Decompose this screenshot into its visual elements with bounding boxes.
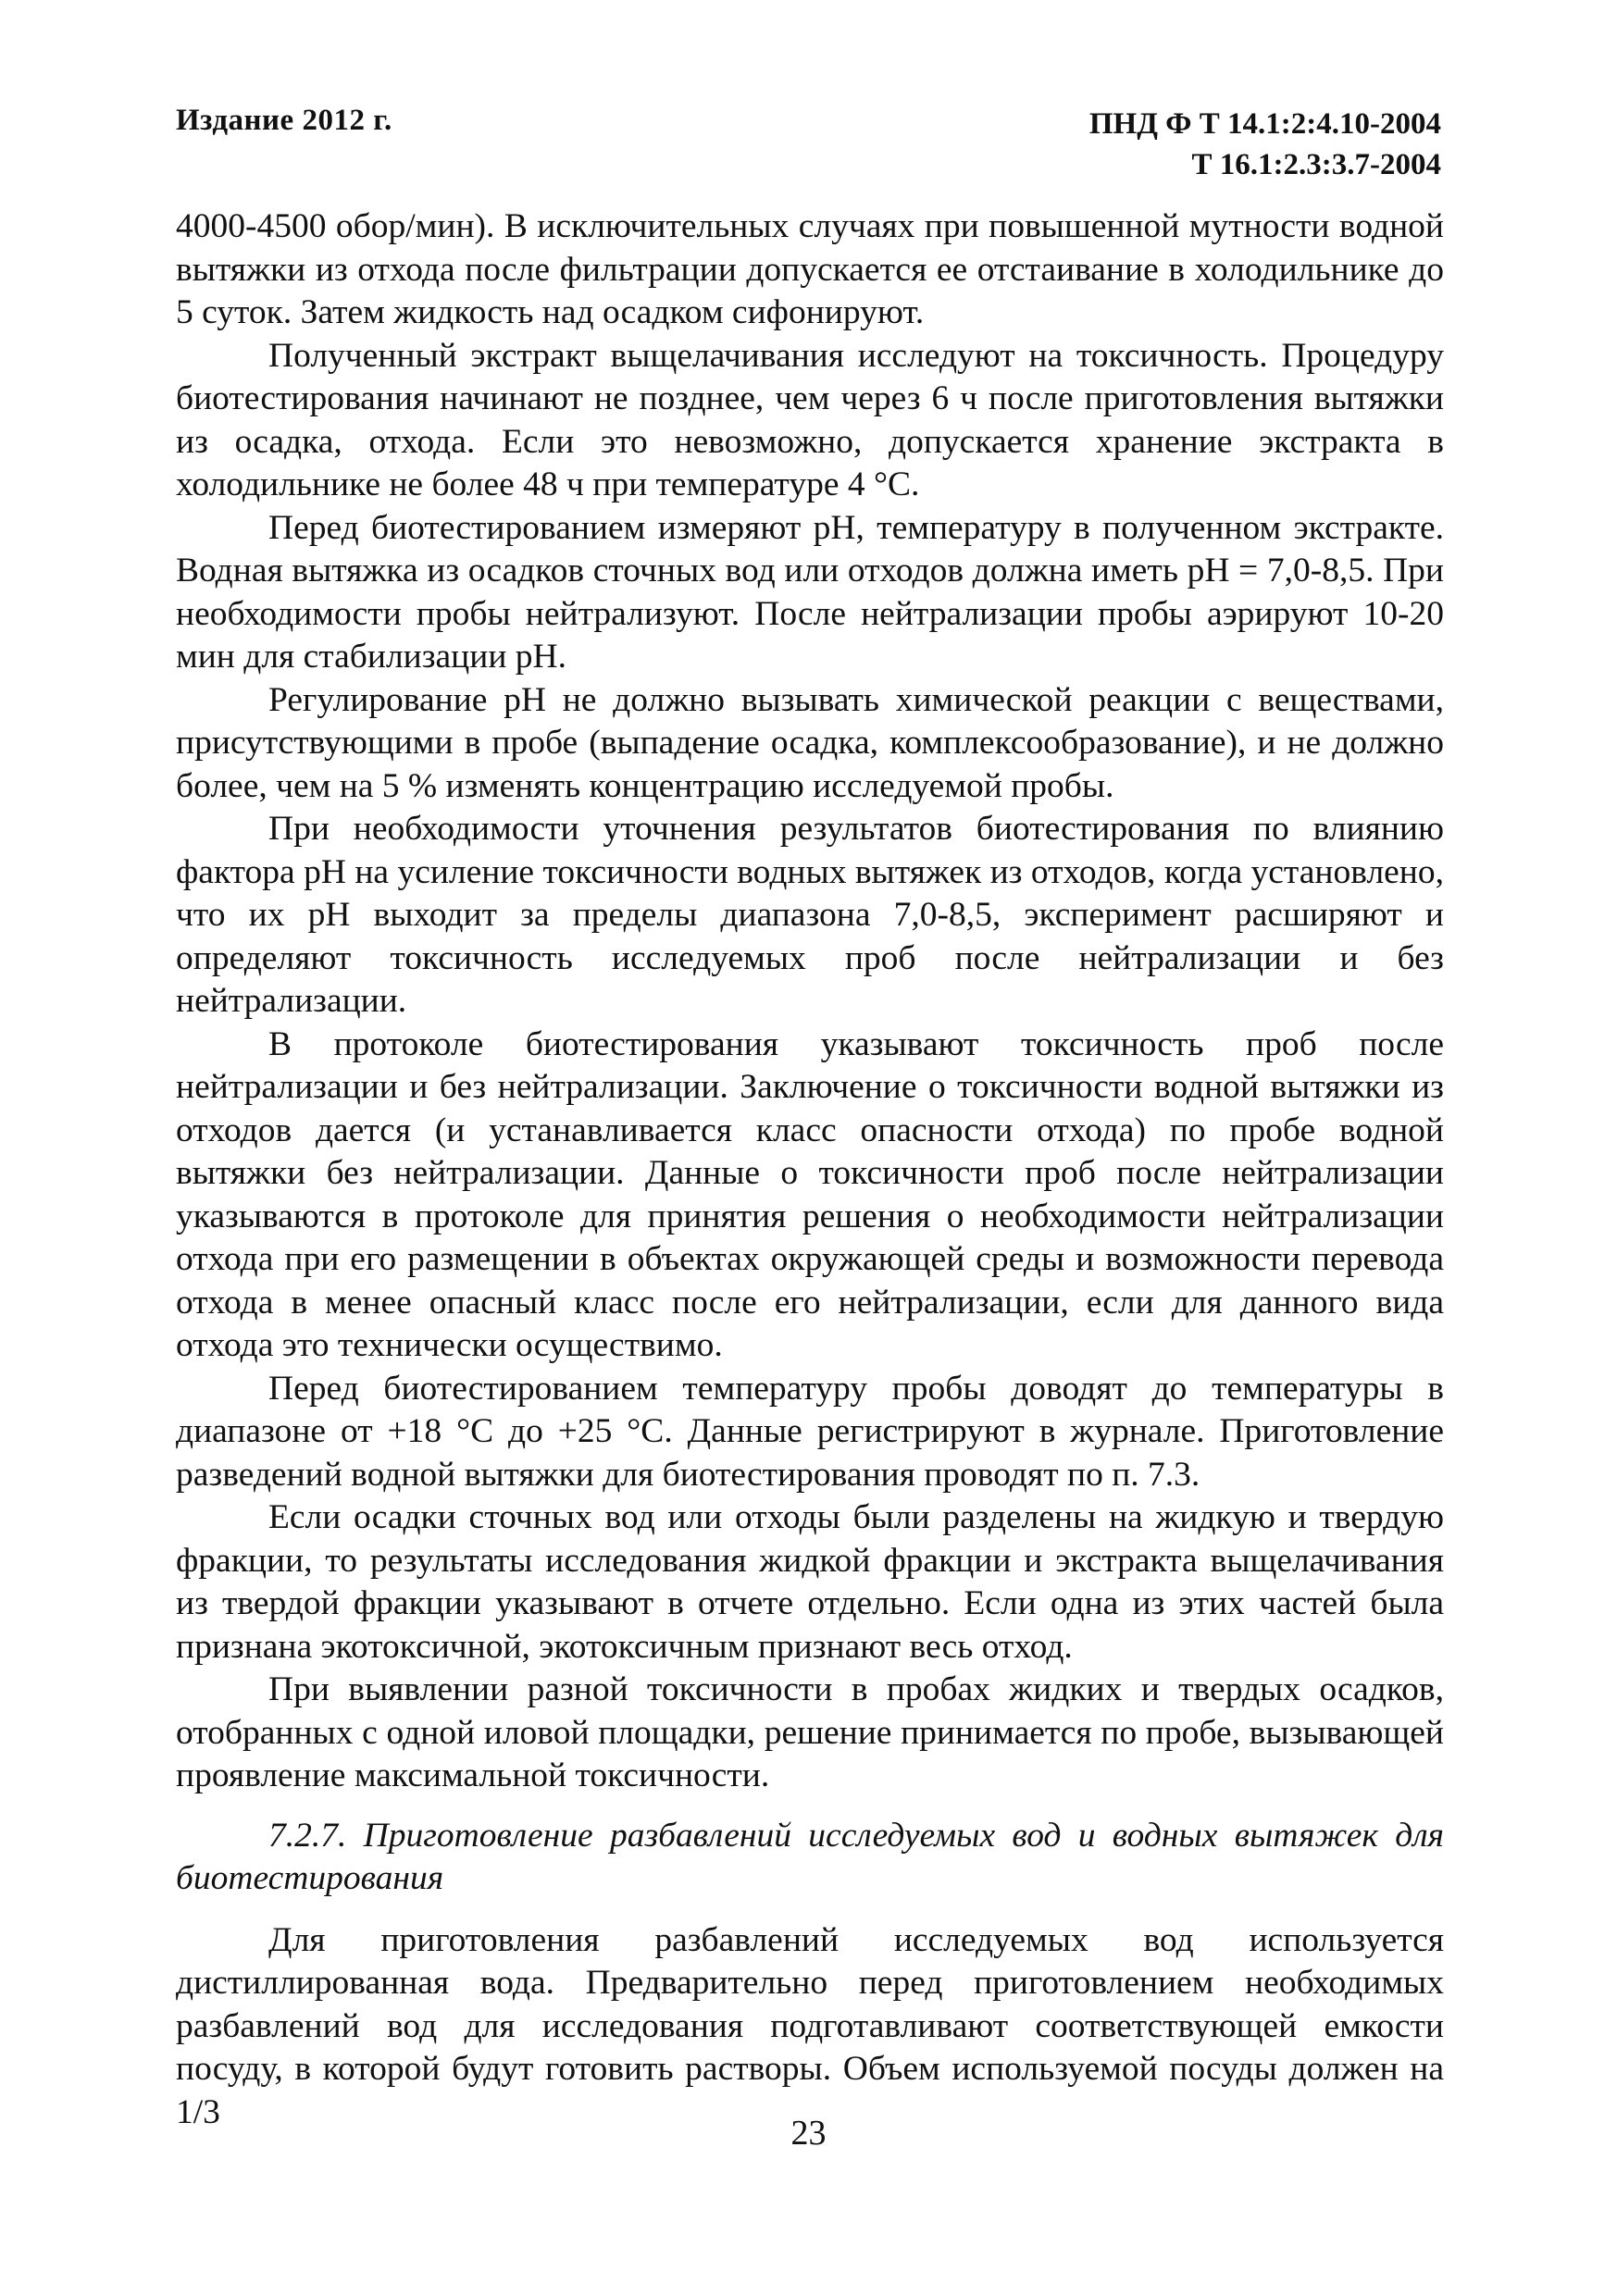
edition-label: Издание 2012 г.	[176, 104, 392, 137]
document-body	[176, 205, 1444, 2134]
paragraph: При выявлении разной токсичности в пробах жидких и твердых осадков, отобранных с одной иловой площадки, решение принимается по пробе, вызывающей проявление максимальной токсичности.	[176, 1670, 1444, 1794]
page-number: 23	[790, 2114, 827, 2153]
paragraph: В протоколе биотестирования указывают токсичность проб после нейтрализации и без нейтрализации. Заключение о токсичности водной вытяжки из отходов дается (и устанавливается класс опасности отхода) по пробе водной вытяжки без нейтрализации. Данные о токсичности проб после нейтрализации указываются в протоколе для принятия решения о необходимости нейтрализации отхода при его размещении в объектах окружающей среды и возможности перевода отхода в менее опасный класс после его нейтрализации, если для данного вида отхода это технически осуществимо.	[176, 1024, 1444, 1364]
page-header	[0, 0, 1617, 185]
paragraph: Регулирование pH не должно вызывать химической реакции с веществами, присутствующими в пробе (выпадение осадка, комплексообразование), и не должно более, чем на 5 % изменять концентрацию исследуемой пробы.	[176, 680, 1444, 805]
paragraph: Если осадки сточных вод или отходы были разделены на жидкую и твердую фракции, то результаты исследования жидкой фракции и экстракта выщелачивания из твердой фракции указывают в отчете отдельно. Если одна из этих частей была признана экотоксичной, экотоксичным признают весь отход.	[176, 1498, 1444, 1666]
paragraph: Для приготовления разбавлений исследуемых вод используется дистиллированная вода. Предварительно перед приготовлением необходимых разбавлений вод для исследования подготавливают соответствующей емкости посуду, в которой будут готовить растворы. Объем используемой посуды должен на 1/3	[176, 1920, 1444, 2131]
paragraph: При необходимости уточнения результатов биотестирования по влиянию фактора pH на усиление токсичности водных вытяжек из отходов, когда установлено, что их pH выходит за пределы диапазона 7,0-8,5, эксперимент расширяют и определяют токсичность исследуемых проб после нейтрализации и без нейтрализации.	[176, 810, 1444, 1020]
paragraph: Перед биотестированием температуру пробы доводят до температуры в диапазоне от +18 °С до +25 °С. Данные регистрируют в журнале. Приготовление разведений водной вытяжки для биотестирования проводят по п. 7.3.	[176, 1369, 1444, 1494]
document-codes	[1089, 104, 1441, 185]
document-code-line1: ПНД Ф Т 14.1:2:4.10-2004	[1088, 107, 1441, 141]
paragraph: Полученный экстракт выщелачивания исследуют на токсичность. Процедуру биотестирования начинают не позднее, чем через 6 ч после приготовления вытяжки из осадка, отхода. Если это невозможно, допускается хранение экстракта в холодильнике не более 48 ч при температуре 4 °С.	[176, 336, 1444, 503]
paragraph: 4000-4500 обор/мин). В исключительных случаях при повышенной мутности водной вытяжки из отхода после фильтрации допускается ее отстаивание в холодильнике до 5 суток. Затем жидкость над осадком сифонируют.	[176, 207, 1444, 331]
section-heading: 7.2.7. Приготовление разбавлений исследуемых вод и водных вытяжек для биотестирования	[176, 1816, 1444, 1897]
document-code-line2: Т 16.1:2.3:3.7-2004	[1191, 148, 1441, 181]
paragraph: Перед биотестированием измеряют pH, температуру в полученном экстракте. Водная вытяжка из осадков сточных вод или отходов должна иметь pH = 7,0-8,5. При необходимости пробы нейтрализуют. После нейтрализации пробы аэрируют 10-20 мин для стабилизации pH.	[176, 508, 1444, 676]
